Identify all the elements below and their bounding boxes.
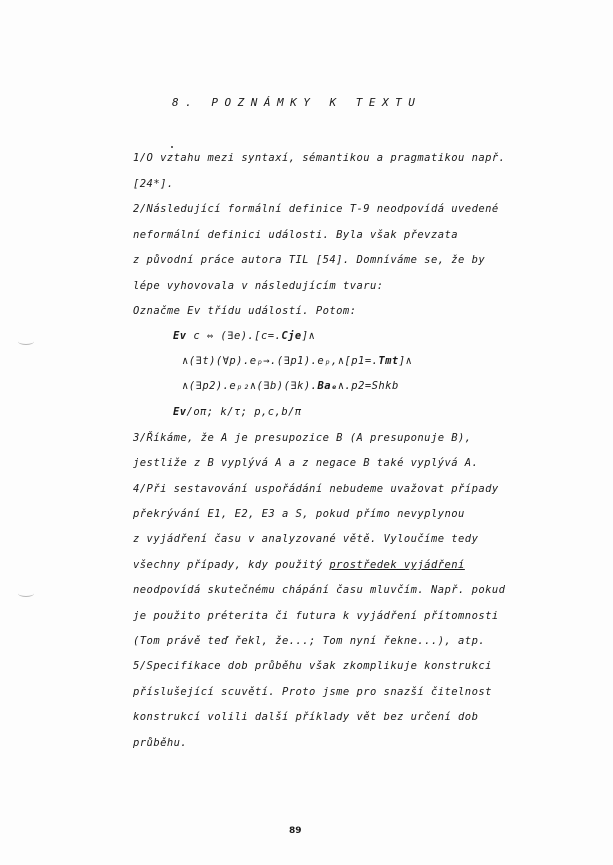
text-segment: všechny případy, kdy použitý: [133, 559, 330, 571]
text-line-4: neformální definici události. Byla však převzata: [133, 229, 459, 241]
text-line-17: 5/Specifikace dob průběhu však zkomplikuje konstrukci: [133, 660, 492, 672]
text-line-6: lépe vyhovovala v následujícím tvaru:: [133, 280, 384, 292]
formula-part: ∧.p2=Shkb: [337, 380, 399, 392]
text-line-19: konstrukcí volili další příklady vět bez určení dob: [133, 711, 479, 723]
formula-tmt: Tmt: [378, 355, 399, 367]
text-line-1: 1/O vztahu mezi syntaxí, sémantikou a pragmatikou např.: [133, 152, 506, 164]
text-line-13: [133, 559, 465, 571]
text-line-3: 2/Následující formální definice T-9 neodpovídá uvedené: [133, 203, 499, 215]
text-line-12: z vyjádření času v analyzované větě. Vyloučíme tedy: [133, 533, 479, 545]
formula-part: /oπ; k/τ; p,c,b/π: [186, 406, 302, 418]
formula-line-2: [182, 355, 412, 367]
text-line-18: příslušející scuvětí. Proto jsme pro snazší čitelnost: [133, 686, 492, 698]
text-line-20: průběhu.: [133, 737, 188, 749]
page-number: 89: [289, 826, 302, 836]
formula-part: ]∧: [398, 355, 413, 367]
formula-cje: Cje: [281, 330, 302, 342]
ink-speck: [171, 146, 173, 148]
formula-ba: Baₑ: [317, 380, 338, 392]
formula-part: c ⇔ (∃e).[c=.: [186, 330, 282, 342]
text-line-14: neodpovídá skutečnému chápání času mluvčím. Např. pokud: [133, 584, 506, 596]
text-line-11: překrývání E1, E2, E3 a S, pokud přímo nevyplynou: [133, 508, 465, 520]
formula-part: ∧(∃p2).eₚ₂∧(∃b)(∃k).: [182, 380, 318, 392]
underlined-phrase: prostředek vyjádření: [329, 559, 465, 571]
text-line-9: jestliže z B vyplývá A a z negace B také vyplývá A.: [133, 457, 479, 469]
text-line-7: Označme Ev třídu událostí. Potom:: [133, 305, 357, 317]
formula-line-3: [182, 380, 399, 392]
text-line-8: 3/Říkáme, že A je presupozice B (A presuponuje B),: [133, 432, 472, 444]
text-line-2: [24*].: [133, 178, 174, 190]
formula-part: ∧(∃t)(∀p).eₚ→.(∃p1).eₚ,∧[p1=.: [182, 355, 379, 367]
punch-hole-mark: [18, 590, 34, 597]
formula-line-1: [173, 330, 315, 342]
text-line-15: je použito préterita či futura k vyjádření přítomnosti: [133, 610, 499, 622]
formula-part: ]∧: [301, 330, 316, 342]
text-line-16: (Tom právě teď řekl, že...; Tom nyní řekne...), atp.: [133, 635, 486, 647]
text-line-5: z původní práce autora TIL [54]. Domníváme se, že by: [133, 254, 486, 266]
formula-ev: Ev: [173, 330, 187, 342]
section-heading: 8. POZNÁMKY K TEXTU: [172, 96, 422, 109]
punch-hole-mark: [18, 338, 34, 345]
formula-ev: Ev: [173, 406, 187, 418]
formula-line-4: [173, 406, 302, 418]
text-line-10: 4/Při sestavování uspořádání nebudeme uvažovat případy: [133, 483, 499, 495]
